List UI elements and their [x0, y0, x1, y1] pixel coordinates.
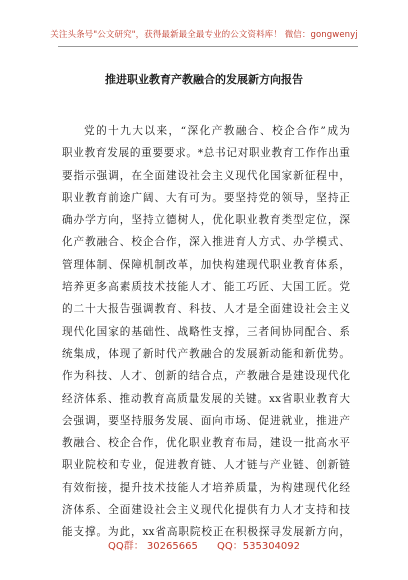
body-line: 要指示强调，在全面建设社会主义现代化国家新征程中， — [62, 169, 350, 182]
body-line: 作为科技、人才、创新的结合点，产教融合是建设现代化 — [62, 370, 350, 383]
body-line: 确办学方向，坚持立德树人，优化职业教育类型定位，深 — [62, 214, 350, 227]
body-line: 管理体制、保障机制改革，加快构建现代职业教育体系， — [62, 258, 350, 271]
body-line: 会强调，要坚持服务发展、面向市场、促进就业，推进产 — [62, 414, 350, 427]
body-line: 党的十九大以来，“深化产教融合、校企合作”成为 — [84, 125, 350, 137]
footer-qq-group: QQ群： 30265665 — [107, 541, 198, 552]
body-line: 职业教育发展的重要要求。*总书记对职业教育工作作出重 — [62, 147, 350, 160]
body-line: 经济体系、推动教育高质量发展的关键。xx省职业教育大 — [62, 392, 350, 405]
body-line: 培养更多高素质技术技能人才、能工巧匠、大国工匠。党 — [62, 281, 350, 294]
body-line: 职业教育前途广阔、大有可为。要坚持党的领导，坚持正 — [62, 191, 350, 204]
body-line: 现代化国家的基础性、战略性支撑，三者间协同配合、系 — [62, 325, 350, 338]
body-line: 济体系、全面建设社会主义现代化提供有力人才支持和技 — [62, 504, 350, 517]
body-line: 化产教融合、校企合作，深入推进育人方式、办学模式、 — [62, 236, 350, 249]
footer-contact — [0, 537, 408, 552]
document-title: 推进职业教育产教融合的发展新方向报告 — [105, 73, 303, 86]
document-body — [62, 120, 350, 544]
body-line: 能支撑。为此，xx省高职院校正在积极探寻发展新方向， — [62, 526, 350, 539]
footer-qq: QQ：535304092 — [217, 541, 301, 552]
header-divider — [58, 46, 358, 47]
header-note: 关注头条号"公文研究"，获得最新最全最专业的公文资料库！ 微信：gongwenyj — [50, 30, 358, 40]
body-line: 教融合、校企合作，优化职业教育布局，建设一批高水平 — [62, 437, 350, 450]
body-line: 有效衔接，提升技术技能人才培养质量，为构建现代化经 — [62, 481, 350, 494]
body-line: 统集成，体现了新时代产教融合的发展新动能和新优势。 — [62, 347, 350, 360]
body-line: 职业院校和专业，促进教育链、人才链与产业链、创新链 — [62, 459, 350, 472]
body-line: 的二十大报告强调教育、科技、人才是全面建设社会主义 — [62, 303, 350, 316]
